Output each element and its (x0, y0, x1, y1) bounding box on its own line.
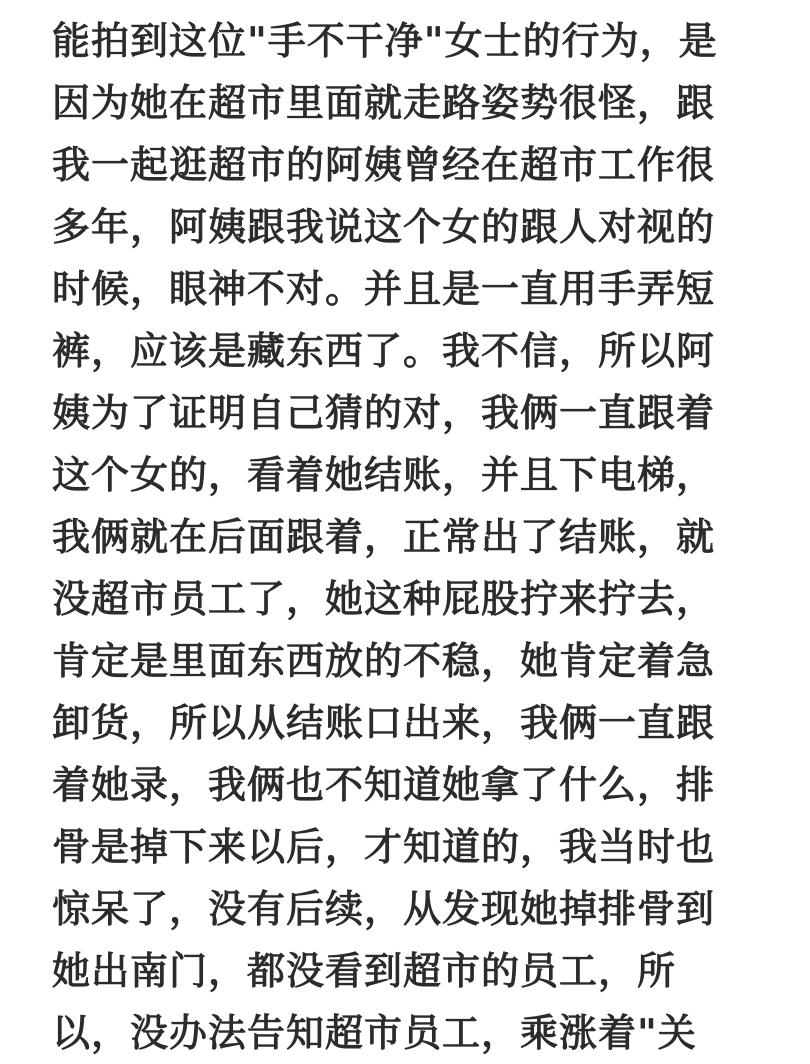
text-line-14: 骨是掉下来以后，才知道的，我当时也 (52, 825, 716, 869)
text-line-1: 能拍到这位"手不干净"女士的行为，是 (52, 19, 718, 63)
text-line-16: 她出南门，都没看到超市的员工，所 (52, 949, 677, 993)
text-line-5: 时候，眼神不对。并且是一直用手弄短 (52, 267, 716, 311)
text-line-10: 没超市员工了，她这种屁股拧来拧去， (52, 577, 716, 621)
text-line-12: 卸货，所以从结账口出来，我俩一直跟 (52, 701, 716, 745)
text-line-3: 我一起逛超市的阿姨曾经在超市工作很 (52, 143, 716, 187)
text-line-15: 惊呆了，没有后续，从发现她掉排骨到 (52, 887, 716, 931)
text-line-13: 着她录，我俩也不知道她拿了什么，排 (52, 763, 716, 807)
text-line-8: 这个女的，看着她结账，并且下电梯， (52, 453, 716, 497)
text-line-2: 因为她在超市里面就走路姿势很怪，跟 (52, 81, 716, 125)
text-line-4: 多年，阿姨跟我说这个女的跟人对视的 (52, 205, 716, 249)
text-line-11: 肯定是里面东西放的不稳，她肯定着急 (52, 639, 716, 683)
text-line-17: 以，没办法告知超市员工，乘涨着"关 (52, 1011, 697, 1055)
article-text (52, 0, 802, 1064)
text-line-9: 我俩就在后面跟着，正常出了结账，就 (52, 515, 716, 559)
text-line-6: 裤，应该是藏东西了。我不信，所以阿 (52, 329, 716, 373)
text-line-7: 姨为了证明自己猜的对，我俩一直跟着 (52, 391, 716, 435)
